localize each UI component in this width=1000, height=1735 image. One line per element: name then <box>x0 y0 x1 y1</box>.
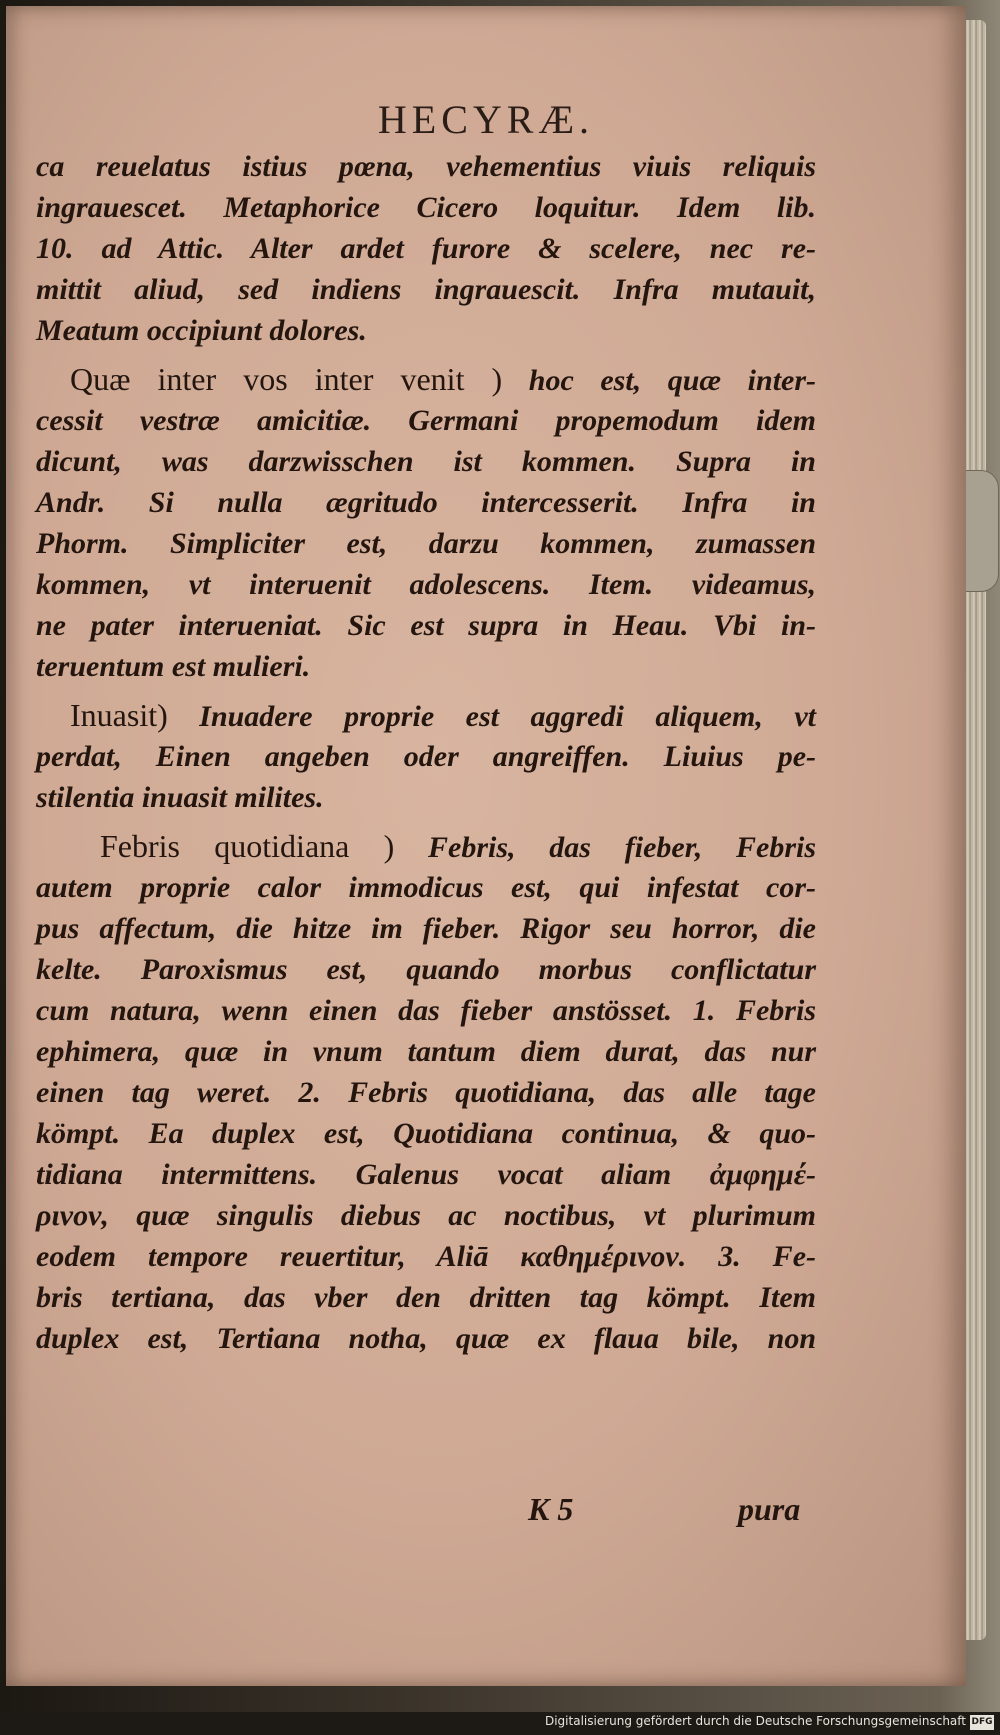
text-line: kommen, vt interuenit adolescens. Item. videamus, <box>36 568 816 601</box>
paragraph-2 <box>36 359 816 687</box>
text-line: ingrauescet. Metaphorice Cicero loquitur. Idem lib. <box>36 191 816 224</box>
text-block <box>36 146 816 1359</box>
signature-mark: K 5 <box>528 1491 574 1527</box>
catchword: pura <box>738 1491 801 1527</box>
text-line: ca reuelatus istius pœna, vehementius viuis reliquis <box>36 150 816 183</box>
text-line: ne pater interueniat. Sic est supra in Heau. Vbi in- <box>36 609 816 642</box>
text-line: einen tag weret. 2. Febris quotidiana, das alle tage <box>36 1076 816 1109</box>
text-line: kömpt. Ea duplex est, Quotidiana continua, & quo- <box>36 1117 816 1150</box>
text-line: 10. ad Attic. Alter ardet furore & scelere, nec re- <box>36 232 816 265</box>
text-line: bris tertiana, das vber den dritten tag kömpt. Item <box>36 1281 816 1314</box>
text-line: teruentum est mulieri. <box>36 650 311 683</box>
text-line: dicunt, was darzwisschen ist kommen. Supra in <box>36 445 816 478</box>
page-foot <box>6 1491 966 1535</box>
text-line: pus affectum, die hitze im fieber. Rigor seu horror, die <box>36 912 816 945</box>
text-line: kelte. Paroxismus est, quando morbus conflictatur <box>36 953 816 986</box>
paragraph-3 <box>36 695 816 818</box>
text-line: eodem tempore reuertitur, Aliā καθημέρινον. 3. Fe- <box>36 1240 816 1273</box>
text-line: autem proprie calor immodicus est, qui infestat cor- <box>36 871 816 904</box>
text-line: perdat, Einen angeben oder angreiffen. Liuius pe- <box>36 740 816 773</box>
gloss: Febris, das fieber, Febris <box>428 831 816 864</box>
text-line: ρινον, quæ singulis diebus ac noctibus, vt plurimum <box>36 1199 816 1232</box>
dfg-credit: Digitalisierung gefördert durch die Deutsche Forschungsgemeinschaft <box>544 1714 966 1728</box>
dfg-logo: DFG <box>970 1715 994 1730</box>
running-head: HECYRÆ. <box>377 97 595 142</box>
gloss: Inuadere proprie est aggredi aliquem, vt <box>199 700 816 733</box>
lemma: Febris quotidiana ) <box>100 828 395 864</box>
lemma: Quæ inter vos inter venit ) <box>70 361 503 397</box>
lemma: Inuasit) <box>70 697 168 733</box>
text-line: Andr. Si nulla ægritudo intercesserit. Infra in <box>36 486 816 519</box>
book-page <box>6 6 966 1686</box>
text-line: mittit aliud, sed indiens ingrauescit. Infra mutauit, <box>36 273 816 306</box>
text-line: cum natura, wenn einen das fieber anstösset. 1. Febris <box>36 994 816 1027</box>
paragraph-1 <box>36 146 816 351</box>
text-line: Meatum occipiunt dolores. <box>36 314 367 347</box>
text-line: ephimera, quæ in vnum tantum diem durat, das nur <box>36 1035 816 1068</box>
gloss: hoc est, quæ inter- <box>528 364 817 397</box>
footer-bar <box>0 1712 1000 1735</box>
text-line: tidiana intermittens. Galenus vocat aliam ἀμφημέ- <box>36 1158 816 1191</box>
lemma-line <box>36 826 816 867</box>
lemma-line <box>36 359 816 400</box>
paragraph-4 <box>36 826 816 1359</box>
lemma-line <box>36 695 816 736</box>
text-line: duplex est, Tertiana notha, quæ ex flaua bile, non <box>36 1322 816 1355</box>
text-line: Phorm. Simpliciter est, darzu kommen, zumassen <box>36 527 816 560</box>
text-line: stilentia inuasit milites. <box>36 781 324 814</box>
text-line: cessit vestræ amicitiæ. Germani propemodum idem <box>36 404 816 437</box>
